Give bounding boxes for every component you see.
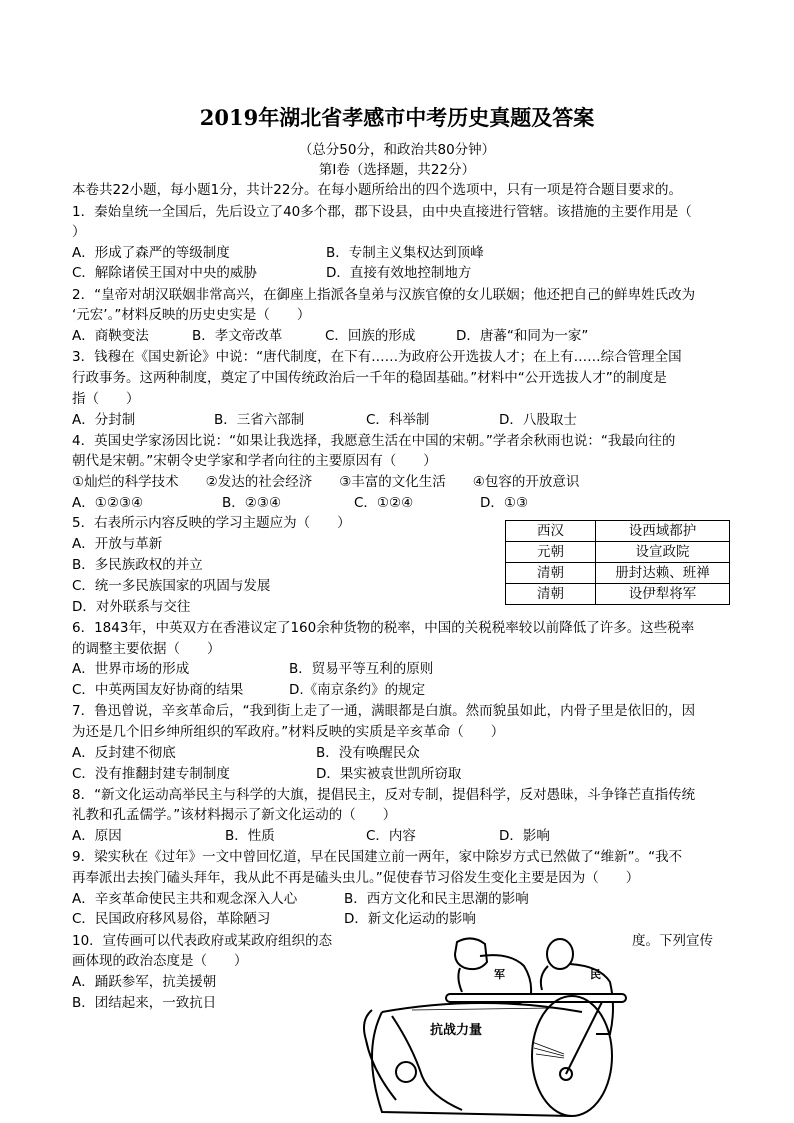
section-title: 第Ⅰ卷（选择题，共22分） [318, 162, 476, 178]
q6-option-d: D.《南京条约》的规定 [289, 682, 426, 698]
q10-option-a: A．踊跃参军，抗美援朝 [72, 974, 217, 990]
q1-option-c: C．解除诸侯王国对中央的威胁 [72, 265, 257, 281]
document-title: 2019年湖北省孝感市中考历史真题及答案 [199, 105, 595, 130]
q3-stem-line1: 3．钱穆在《国史新论》中说：“唐代制度，在下有……为政府公开选拔人才；在上有……综合管理全国 [72, 349, 682, 365]
q1-option-b: B．专制主义集权达到顶峰 [326, 245, 484, 261]
q6-stem-line1: 6．1843年，中英双方在香港议定了160余种货物的税率，中国的关税税率较以前降低了许多。这些税率 [72, 620, 695, 636]
q3-stem-line2: 行政事务。这两种制度，奠定了中国传统政治后一千年的稳固基础。”材料中“公开选拔人才”的制度是 [72, 370, 667, 386]
q7-stem-line1: 7．鲁迅曾说，辛亥革命后，“我到街上走了一通，满眼都是白旗。然而貌虽如此，内骨子里是依旧的，因 [72, 703, 696, 719]
q6-option-c: C．中英两国友好协商的结果 [72, 682, 244, 698]
q6-stem-line2: 的调整主要依据（ ） [72, 641, 221, 657]
q4-stem-line1: 4．英国史学家汤因比说：“如果让我选择，我愿意生活在中国的宋朝。”学者余秋雨也说：“我最向往的 [72, 433, 676, 449]
q4-option-b: B．②③④ [222, 495, 282, 511]
q3-option-a: A．分封制 [72, 412, 136, 428]
q1-stem-line2: ） [72, 224, 86, 240]
table-cell: 清朝 [506, 563, 596, 584]
cartoon-label-soldier: 军 [494, 968, 505, 981]
q7-option-a: A．反封建不彻底 [72, 745, 176, 761]
q9-option-c: C．民国政府移风易俗，革除陋习 [72, 911, 271, 927]
score-subtitle: （总分50分，和政治共80分钟） [298, 142, 496, 158]
table-cell: 设西域都护 [596, 521, 730, 542]
q9-stem-line2: 再奉派出去挨门磕头拜年，我从此不再是磕头虫儿。”促使春节习俗发生变化主要是因为（ ） [72, 870, 640, 886]
table-row [506, 542, 730, 563]
table-row [506, 521, 730, 542]
q7-option-c: C．没有推翻封建专制制度 [72, 766, 230, 782]
q3-option-b: B．三省六部制 [214, 412, 305, 428]
table-cell: 西汉 [506, 521, 596, 542]
q5-stem: 5．右表所示内容反映的学习主题应为（ ） [72, 515, 351, 531]
table-cell: 设伊犁将军 [596, 584, 730, 605]
q2-option-b: B．孝文帝改革 [192, 328, 283, 344]
q6-option-a: A．世界市场的形成 [72, 661, 190, 677]
cartoon-roller-text: 抗战力量 [430, 1023, 483, 1038]
q3-option-c: C．科举制 [366, 412, 430, 428]
q8-stem-line1: 8．“新文化运动高举民主与科学的大旗，提倡民主，反对专制，提倡科学，反对愚昧，斗争锋芒直指传统 [72, 787, 696, 803]
q10-stem-line1: 10．宣传画可以代表政府或某政府组织的态 [72, 933, 333, 949]
q3-stem-line3: 指（ ） [72, 391, 140, 407]
q4-option-c: C．①②④ [354, 495, 414, 511]
q4-stem-line2: 朝代是宋朝。”宋朝令史学家和学者向往的主要原因有（ ） [72, 453, 437, 469]
q7-option-b: B．没有唤醒民众 [316, 745, 420, 761]
q1-option-a: A．形成了森严的等级制度 [72, 245, 230, 261]
q8-stem-line2: 礼教和孔孟儒学。”该材料揭示了新文化运动的（ ） [72, 807, 397, 823]
q9-stem-line1: 9．梁实秋在《过年》一文中曾回忆道，早在民国建立前一两年，家中除岁方式已然做了“维新”。“我不 [72, 849, 683, 865]
q1-stem-line1: 1．秦始皇统一全国后，先后设立了40多个郡，郡下设县，由中央直接进行管辖。该措施的主要作用是（ [72, 204, 692, 220]
q2-stem-line2: ‘元宏’。”材料反映的历史史实是（ ） [72, 307, 311, 323]
table-cell: 册封达赖、班禅 [596, 563, 730, 584]
q9-option-d: D．新文化运动的影响 [344, 911, 476, 927]
table-cell: 清朝 [506, 584, 596, 605]
q7-stem-line2: 为还是几个旧乡绅所组织的军政府。”材料反映的实质是辛亥革命（ ） [72, 724, 505, 740]
propaganda-cartoon [352, 932, 632, 1118]
q5-table [505, 520, 730, 605]
q5-option-b: B．多民族政权的并立 [72, 557, 203, 573]
table-cell: 元朝 [506, 542, 596, 563]
q1-option-d: D．直接有效地控制地方 [326, 265, 472, 281]
q4-statements: ①灿烂的科学技术 ②发达的社会经济 ③丰富的文化生活 ④包容的开放意识 [72, 474, 580, 490]
q4-option-d: D．①③ [480, 495, 529, 511]
q8-option-a: A．原因 [72, 828, 122, 844]
q4-option-a: A．①②③④ [72, 495, 144, 511]
q2-option-d: D．唐蕃“和同为一家” [456, 328, 589, 344]
cartoon-illustration-icon [352, 932, 632, 1118]
q2-option-a: A．商鞅变法 [72, 328, 149, 344]
q2-stem-line1: 2．“皇帝对胡汉联姻非常高兴，在御座上指派各皇弟与汉族官僚的女儿联姻；他还把自己的鲜卑姓氏改为 [72, 287, 696, 303]
q3-option-d: D．八股取士 [499, 412, 577, 428]
q9-option-b: B．西方文化和民主思潮的影响 [344, 891, 529, 907]
q5-option-c: C．统一多民族国家的巩固与发展 [72, 578, 271, 594]
q9-option-a: A．辛亥革命使民主共和观念深入人心 [72, 891, 298, 907]
q5-option-d: D．对外联系与交往 [72, 599, 191, 615]
q8-option-d: D．影响 [499, 828, 550, 844]
q2-option-c: C．回族的形成 [325, 328, 416, 344]
q7-option-d: D．果实被袁世凯所窃取 [316, 766, 462, 782]
q8-option-b: B．性质 [225, 828, 275, 844]
table-cell: 设宣政院 [596, 542, 730, 563]
q10-stem-line1-tail: 度。下列宣传 [632, 933, 713, 949]
q5-option-a: A．开放与革新 [72, 536, 163, 552]
table-row [506, 584, 730, 605]
q10-stem-line2: 画体现的政治态度是（ ） [72, 953, 248, 969]
instructions: 本卷共22小题，每小题1分，共计22分。在每小题所给出的四个选项中，只有一项是符合题目要求的。 [72, 182, 682, 198]
table-row [506, 563, 730, 584]
q8-option-c: C．内容 [366, 828, 416, 844]
cartoon-label-civilian: 民 [590, 968, 601, 981]
q6-option-b: B．贸易平等互利的原则 [289, 661, 434, 677]
q10-option-b: B．团结起来，一致抗日 [72, 995, 217, 1011]
